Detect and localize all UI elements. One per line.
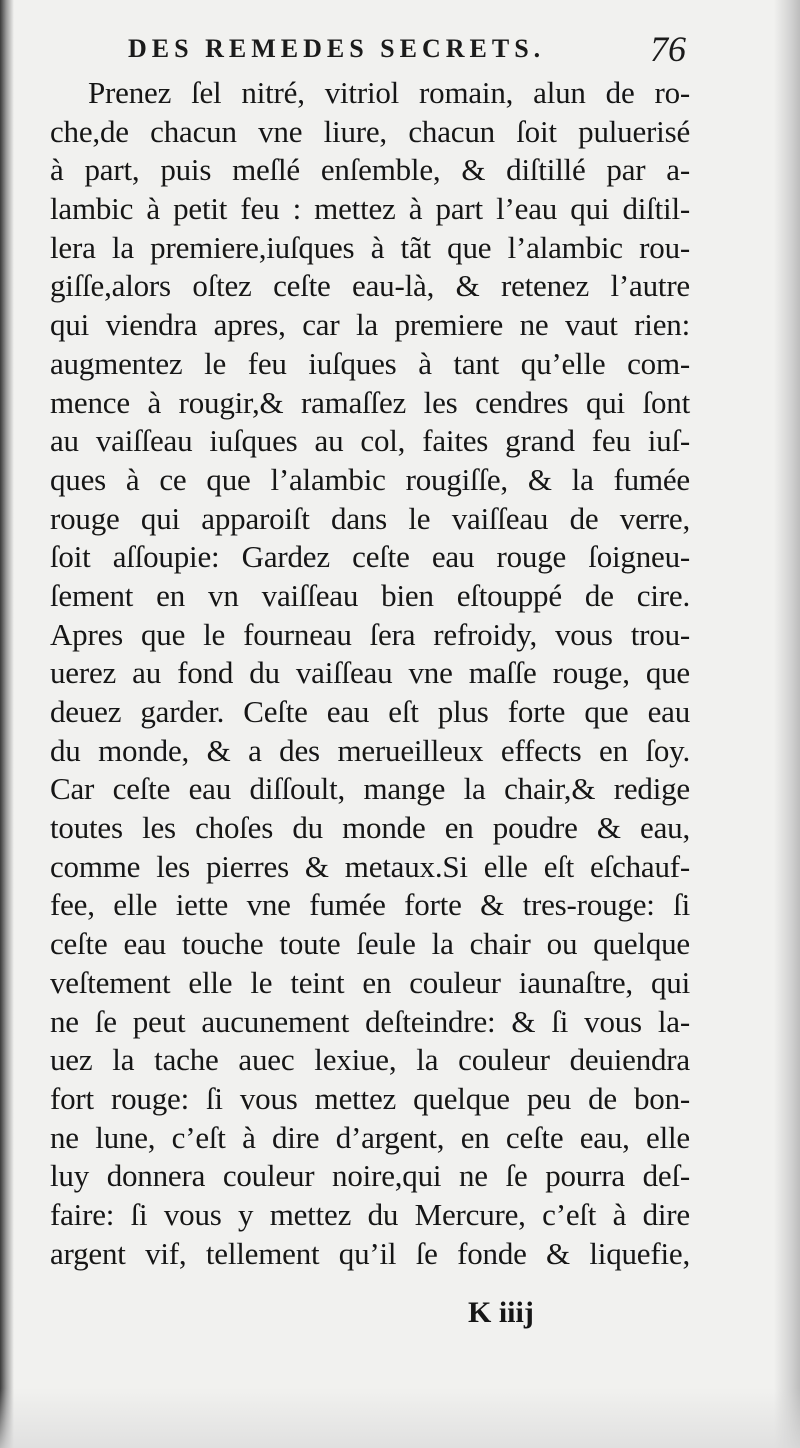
page-gutter-shadow (0, 0, 14, 1448)
text-line: fee, elle iette vne fumée forte & tres-rouge: ſi (50, 887, 690, 923)
text-line: giſſe,alors oſtez ceſte eau-là, & retenez l’autre (50, 268, 690, 304)
text-line: comme les pierres & metaux.Si elle eſt eſchauf- (50, 848, 690, 884)
text-line: ſement en vn vaiſſeau bien eſtouppé de cire. (50, 577, 690, 613)
text-line: rouge qui apparoiſt dans le vaiſſeau de verre, (50, 500, 690, 536)
text-line: lambic à petit feu : mettez à part l’eau qui diſtil- (50, 191, 690, 227)
text-line: ne lune, c’eſt à dire d’argent, en ceſte eau, elle (50, 1119, 690, 1155)
text-line: deuez garder. Ceſte eau eſt plus forte que eau (50, 694, 690, 729)
text-line: ques à ce que l’alambic rougiſſe, & la fumée (50, 461, 690, 497)
text-line: augmentez le feu iuſques à tant qu’elle com- (50, 345, 690, 381)
text-line: lera la premiere,iuſques à tãt que l’alambic rou- (50, 229, 690, 265)
text-line: luy donnera couleur noire,qui ne ſe pourra deſ- (50, 1158, 690, 1194)
text-line: à part, puis meſlé enſemble, & diſtillé par a- (50, 152, 690, 188)
text-line: mence à rougir,& ramaſſez les cendres qui ſont (50, 384, 690, 420)
text-line: faire: ſi vous y mettez du Mercure, c’eſt à dire (50, 1196, 690, 1232)
text-line: veſtement elle le teint en couleur iaunaſtre, qui (50, 964, 690, 1000)
text-line: au vaiſſeau iuſques au col, faites grand feu iuſ- (50, 423, 690, 459)
text-line: argent vif, tellement qu’il ſe fonde & liquefie, (50, 1235, 690, 1271)
page-number: 76 (650, 29, 686, 69)
text-line: du monde, & a des merueilleux effects en ſoy. (50, 732, 690, 768)
text-line: Apres que le fourneau ſera refroidy, vous trou- (50, 616, 690, 652)
text-line: ſoit aſſoupie: Gardez ceſte eau rouge ſoigneu- (50, 539, 690, 575)
text-line: uez la tache auec lexiue, la couleur deuiendra (50, 1042, 690, 1078)
text-line: qui viendra apres, car la premiere ne vaut rien: (50, 307, 690, 343)
text-line: Car ceſte eau diſſoult, mange la chair,& redige (50, 771, 690, 807)
body-text (50, 74, 690, 1273)
text-line: fort rouge: ſi vous mettez quelque peu de bon- (50, 1080, 690, 1116)
text-line: ceſte eau touche toute ſeule la chair ou quelque (50, 926, 690, 962)
text-line: che,de chacun vne liure, chacun ſoit puluerisé (50, 113, 690, 149)
text-line: toutes les choſes du monde en poudre & eau, (50, 810, 690, 846)
page-edge-shadow (774, 0, 800, 1448)
text-line: Prenez ſel nitré, vitriol romain, alun de ro- (88, 75, 690, 110)
page-bottom-shade (0, 1388, 800, 1448)
text-line: uerez au fond du vaiſſeau vne maſſe rouge, que (50, 655, 690, 691)
running-head (128, 30, 688, 70)
text-line: ne ſe peut aucunement deſteindre: & ſi vous la- (50, 1003, 690, 1039)
signature-mark: K iiij (468, 1296, 534, 1329)
running-title: DES REMEDES SECRETS. (128, 34, 546, 63)
